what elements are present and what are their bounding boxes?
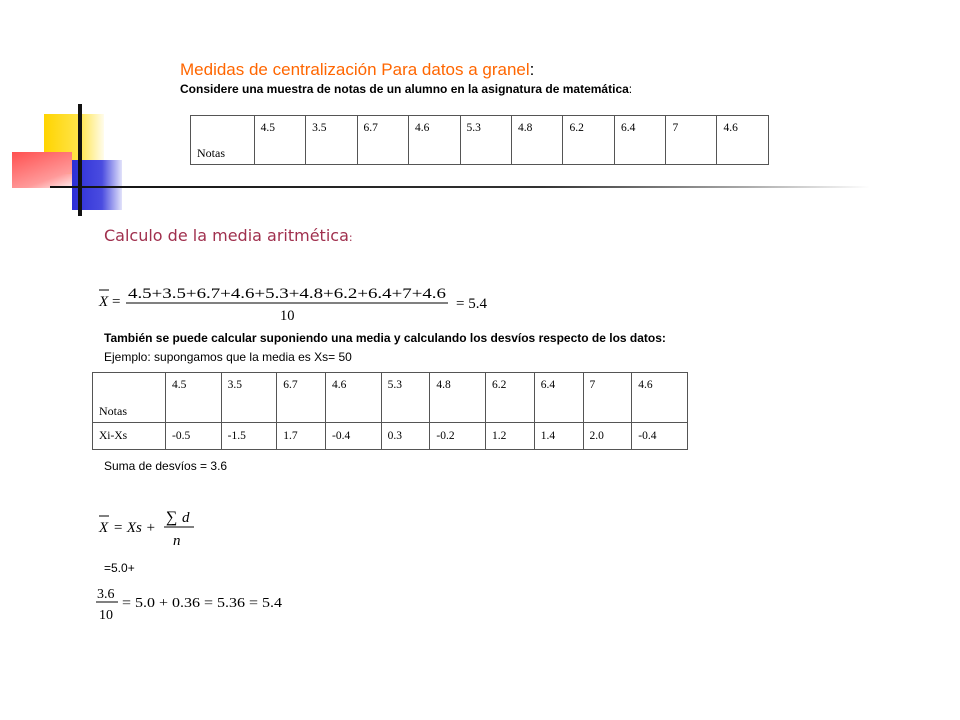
deviation-cell: 1.7 [277, 423, 326, 450]
example-text: Ejemplo: supongamos que la media es Xs= 50 [104, 350, 352, 364]
grade-cell: 4.8 [430, 373, 486, 423]
mean-result: = 5.4 [456, 296, 487, 312]
mean-symbol: X [99, 294, 109, 310]
logo-vertical-line [78, 104, 82, 216]
title-divider [50, 186, 870, 188]
grade-cell: 4.6 [325, 373, 381, 423]
deviations-table [92, 372, 688, 450]
table-row [93, 423, 688, 450]
grade-cell: 4.8 [512, 116, 563, 165]
final-result: = 5.0 + 0.36 = 5.36 = 5.4 [122, 596, 282, 611]
deviation-sum: Suma de desvíos = 3.6 [104, 459, 228, 473]
grade-cell: 5.3 [381, 373, 430, 423]
equals-sign: = [112, 294, 121, 310]
deviation-cell: -1.5 [221, 423, 277, 450]
grade-cell: 5.3 [460, 116, 511, 165]
grade-cell: 6.4 [614, 116, 665, 165]
deviation-cell: -0.2 [430, 423, 486, 450]
sum-symbol: ∑ [166, 509, 178, 526]
grade-cell: 6.2 [485, 373, 534, 423]
logo-red-square [12, 152, 72, 188]
grade-cell: 7 [666, 116, 717, 165]
grade-cell: 4.5 [254, 116, 305, 165]
grade-cell: 3.5 [306, 116, 357, 165]
sum-numerator: 4.5+3.5+6.7+4.6+5.3+4.8+6.2+6.4+7+4.6 [128, 286, 446, 302]
numerator: 3.6 [97, 587, 115, 602]
grade-cell: 6.4 [534, 373, 583, 423]
grade-cell: 6.7 [277, 373, 326, 423]
grade-cell: 3.5 [221, 373, 277, 423]
deviation-cell: -0.5 [166, 423, 222, 450]
deviation-header: Xi-Xs [93, 423, 166, 450]
deviation-cell: -0.4 [632, 423, 688, 450]
table-row [191, 116, 769, 165]
final-calculation [94, 584, 294, 629]
table-row [93, 373, 688, 423]
slide-subtitle: Considere una muestra de notas de un alumno en la asignatura de matemática: [180, 82, 633, 96]
deviation-cell: 1.2 [485, 423, 534, 450]
deviation-cell: 1.4 [534, 423, 583, 450]
grade-cell: 4.6 [632, 373, 688, 423]
deviation-symbol: d [182, 510, 190, 526]
count-symbol: n [173, 533, 181, 549]
grade-cell: 6.7 [357, 116, 408, 165]
grade-cell: 4.6 [409, 116, 460, 165]
grade-cell: 4.5 [166, 373, 222, 423]
assumed-mean-formula [96, 506, 226, 557]
denominator: 10 [99, 608, 113, 623]
deviation-cell: -0.4 [325, 423, 381, 450]
partial-result: =5.0+ [104, 561, 135, 575]
assumed-mean-term: = Xs + [113, 520, 156, 536]
deviation-cell: 2.0 [583, 423, 632, 450]
grade-cell: 7 [583, 373, 632, 423]
section-heading: Calculo de la media aritmética: [104, 226, 353, 245]
notas-header: Notas [93, 373, 166, 423]
denominator: 10 [280, 308, 295, 324]
grade-cell: 6.2 [563, 116, 614, 165]
deviation-explanation: También se puede calcular suponiendo una media y calculando los desvíos respecto de los datos: [104, 331, 666, 345]
grade-cell: 4.6 [717, 116, 769, 165]
slide-title: Medidas de centralización Para datos a granel: [180, 60, 535, 79]
notas-header: Notas [191, 116, 255, 165]
mean-equation [96, 282, 516, 329]
grades-table [190, 115, 769, 165]
deviation-cell: 0.3 [381, 423, 430, 450]
mean-symbol: X [99, 520, 109, 536]
